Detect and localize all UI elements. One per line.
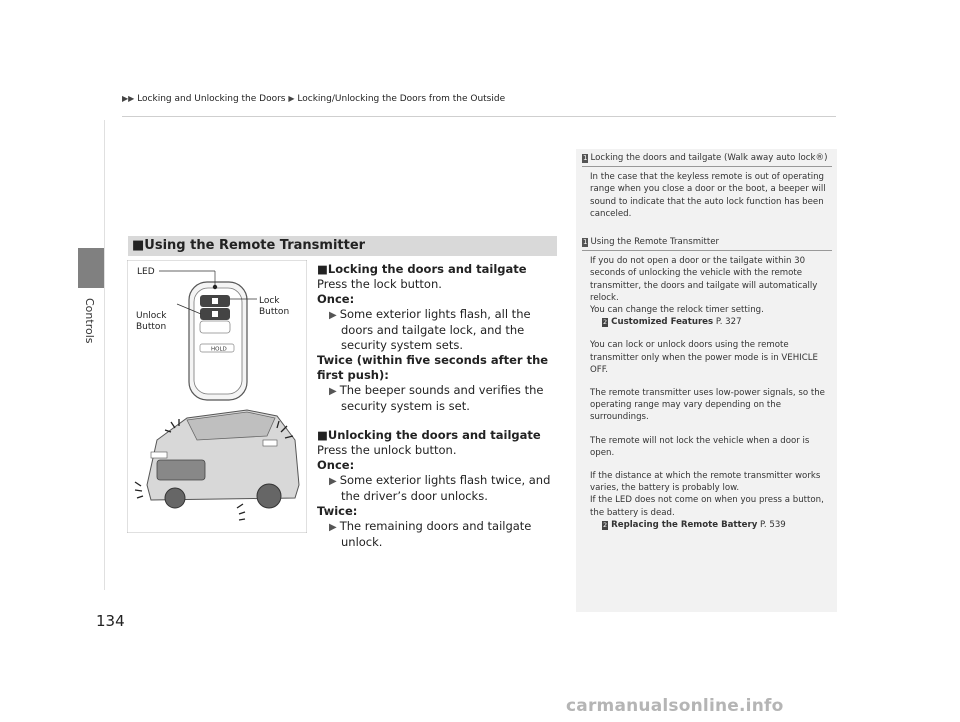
note-text: You can change the relock timer setting. — [590, 305, 764, 316]
result-text: ▶ Some exterior lights flash twice, and the driver’s door unlocks. — [329, 473, 551, 503]
result-text: ▶ The remaining doors and tailgate unlock. — [329, 519, 532, 549]
note-text: If you do not open a door or the tailgate within 30 seconds of unlocking the vehicle with the remote transmitter, the doors and tailgate will automatically relock. — [590, 256, 818, 303]
note-icon: 1 — [583, 238, 588, 246]
chapter-label: Controls — [83, 298, 96, 344]
remote-fob-icon — [189, 282, 247, 400]
subsection-heading: ■Locking the doors and tailgate — [317, 262, 527, 276]
led-label: LED — [137, 267, 155, 277]
svg-text:HOLD: HOLD — [211, 346, 227, 353]
breadcrumb — [122, 94, 505, 104]
result-arrow-icon: ▶ — [329, 310, 337, 321]
heading-marker-icon: ■ — [317, 428, 328, 442]
chapter-tab — [78, 248, 104, 288]
header-rule — [122, 116, 836, 117]
result-arrow-icon: ▶ — [329, 386, 337, 397]
condition-label: Once: — [317, 458, 355, 472]
remote-and-vehicle-illustration — [127, 260, 307, 533]
led-dot — [213, 285, 217, 289]
condition-label: Once: — [317, 292, 355, 306]
result-text: ▶ The beeper sounds and verifies the security system is set. — [329, 383, 544, 413]
lock-label: Button — [259, 307, 290, 317]
note-heading: 1 Using the Remote Transmitter — [582, 236, 832, 251]
lock-label: Lock — [259, 296, 280, 306]
note-text: You can lock or unlock doors using the remote transmitter only when the power mode is in VEHICLE OFF. — [590, 340, 818, 375]
condition-label: Twice: — [317, 504, 358, 518]
unlock-label: Unlock — [136, 311, 167, 321]
instruction-text: Press the lock button. — [317, 277, 442, 291]
breadcrumb-item: Locking/Unlocking the Doors from the Outside — [297, 94, 506, 104]
subsection-heading: ■Unlocking the doors and tailgate — [317, 428, 541, 442]
column-rule — [104, 120, 105, 590]
page-number: 134 — [96, 612, 125, 630]
breadcrumb-arrow-icon: ▶ — [288, 94, 295, 103]
reference-icon: 2 — [603, 318, 608, 327]
breadcrumb-arrow-icon: ▶▶ — [122, 94, 135, 103]
note-walkaway — [582, 152, 832, 220]
watermark: carmanualsonline.info — [566, 696, 784, 716]
reference-icon: 2 — [603, 520, 608, 529]
note-heading: 1 Locking the doors and tailgate (Walk away auto lock®) — [582, 152, 832, 167]
note-text: In the case that the keyless remote is out of operating range when you close a door or the boot, a beeper will sound to indicate that the auto lock function has been canceled. — [590, 172, 826, 219]
note-text: If the LED does not come on when you press a button, the battery is dead. — [590, 495, 824, 518]
note-text: The remote transmitter uses low-power signals, so the operating range may vary depending on the surroundings. — [590, 388, 825, 423]
heading-marker-icon: ■ — [317, 262, 328, 276]
cross-reference[interactable]: 2 Customized Features P. 327 — [603, 317, 742, 328]
note-text: The remote will not lock the vehicle when a door is open. — [590, 435, 810, 458]
condition-label: Twice (within five seconds after the first push): — [317, 353, 549, 382]
section-marker-icon: ■ — [132, 238, 145, 253]
cross-reference[interactable]: 2 Replacing the Remote Battery P. 539 — [603, 519, 786, 530]
result-arrow-icon: ▶ — [329, 476, 337, 487]
note-text: If the distance at which the remote transmitter works varies, the battery is probably low. — [590, 471, 821, 494]
section-title: ■Using the Remote Transmitter — [132, 238, 366, 253]
unlock-label: Button — [136, 322, 167, 332]
result-text: ▶ Some exterior lights flash, all the doors and tailgate lock, and the security system sets. — [329, 307, 531, 352]
breadcrumb-item: Locking and Unlocking the Doors — [137, 94, 286, 104]
result-arrow-icon: ▶ — [329, 522, 337, 533]
note-icon: 1 — [583, 154, 588, 162]
main-content — [317, 262, 562, 550]
instruction-text: Press the unlock button. — [317, 443, 457, 457]
note-remote — [582, 236, 832, 531]
